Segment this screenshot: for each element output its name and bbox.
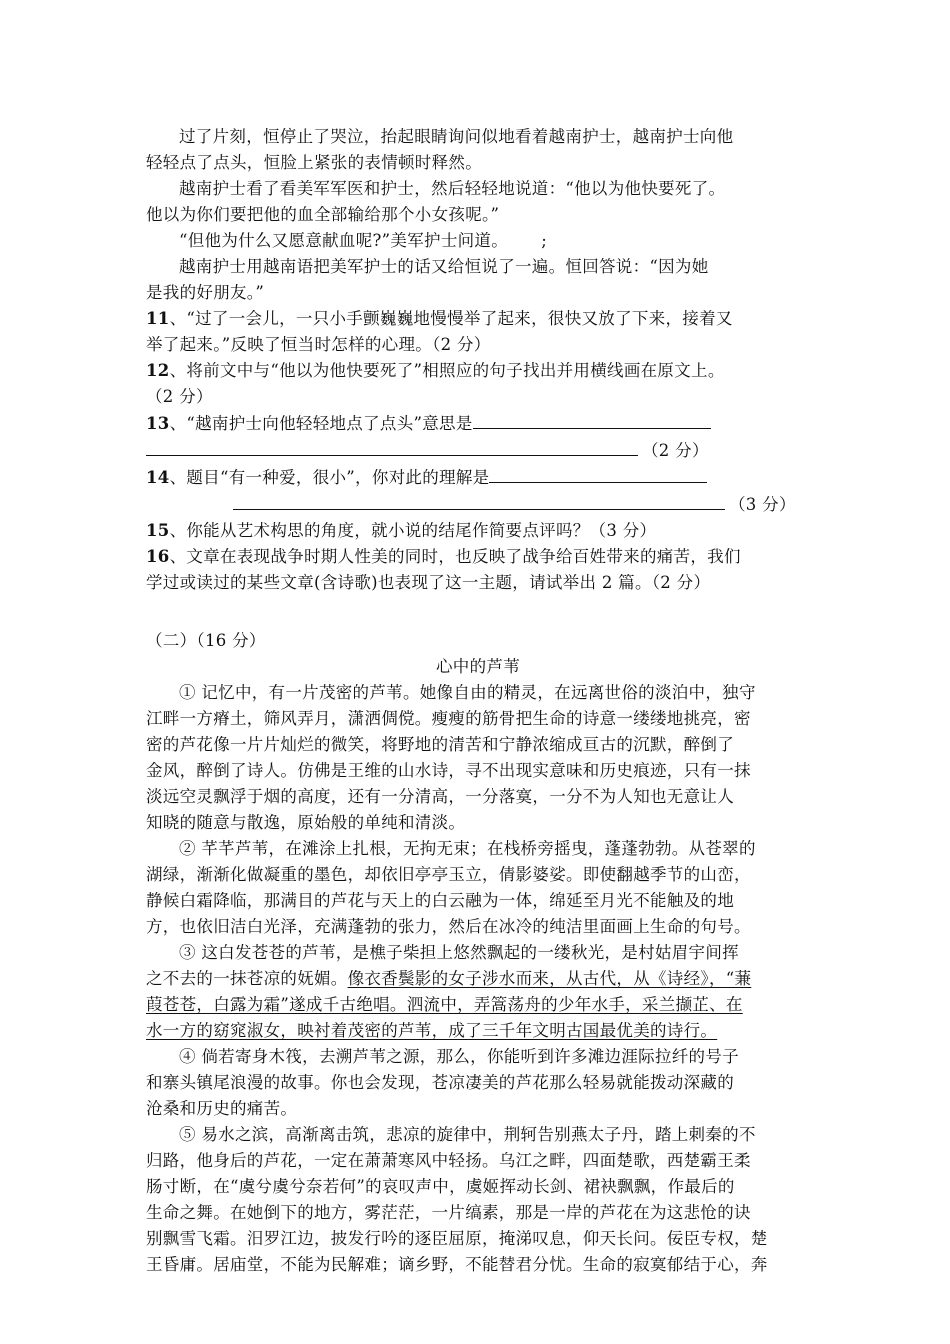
passage-paragraph-4	[146, 1044, 810, 1122]
underlined-sentence: 像衣香鬓影的女子涉水而来，从古代，从《诗经》，“蒹	[347, 969, 752, 988]
answer-blank[interactable]	[489, 464, 707, 483]
text-line: 他以为你们要把他的血全部输给那个小女孩呢。”	[146, 205, 500, 224]
question-text: 、“越南护士向他轻轻地点了点头”意思是	[169, 414, 473, 433]
text-line: 金风，醉倒了诗人。仿佛是王维的山水诗，寻不出现实意味和历史痕迹，只有一抹	[146, 761, 751, 780]
text-line: 过了片刻，恒停止了哭泣，抬起眼睛询问似地看着越南护士，越南护士向他	[179, 127, 734, 146]
question-text: 、你能从艺术构思的角度，就小说的结尾作简要点评吗？（3 分）	[169, 521, 657, 540]
story-paragraph	[146, 254, 810, 306]
question-text: 、将前文中与“他以为他快要死了”相照应的句子找出并用横线画在原文上。	[169, 361, 725, 380]
text-line: ④ 倘若寄身木筏，去溯芦苇之源，那么，你能听到许多滩边涯际拉纤的号子	[179, 1047, 739, 1066]
question-16	[146, 544, 810, 596]
text-line: 归路，他身后的芦花，一定在萧萧寒风中轻扬。乌江之畔，四面楚歌，西楚霸王柔	[146, 1151, 751, 1170]
question-number: 13	[146, 414, 170, 433]
text-line: 别飘雪飞霜。汨罗江边，披发行吟的逐臣屈原，掩涕叹息，仰天长问。佞臣专权，楚	[146, 1229, 768, 1248]
question-text: 举了起来。”反映了恒当时怎样的心理。（2 分）	[146, 335, 491, 354]
passage-paragraph-3	[146, 940, 810, 1044]
score-label: （3 分）	[729, 495, 796, 514]
story-paragraph	[146, 228, 810, 254]
text-line: 越南护士看了看美军军医和护士，然后轻轻地说道：“他以为他快要死了。	[179, 179, 726, 198]
exam-page	[146, 124, 810, 1278]
question-text: 、“过了一会儿，一只小手颤巍巍地慢慢举了起来，很快又放了下来，接着又	[169, 309, 733, 328]
question-14	[146, 464, 810, 518]
text-line: “但他为什么又愿意献血呢?”美军护士问道。 ;	[179, 231, 548, 250]
answer-blank[interactable]	[473, 410, 711, 429]
text-span: 之不去的一抹苍凉的妩媚。	[146, 969, 348, 988]
question-text: 学过或读过的某些文章(含诗歌)也表现了这一主题，请试举出 2 篇。（2 分）	[146, 573, 711, 592]
text-line: 湖绿，渐渐化做凝重的墨色，却依旧亭亭玉立，倩影婆娑。即使翻越季节的山峦，	[146, 865, 751, 884]
text-line: 越南护士用越南语把美军护士的话又给恒说了一遍。恒回答说：“因为她	[179, 257, 709, 276]
question-text: （2 分）	[146, 387, 213, 406]
underlined-sentence: 水一方的窈窕淑女，映衬着茂密的芦苇，成了三千年文明古国最优美的诗行。	[146, 1021, 718, 1040]
passage-paragraph-1	[146, 680, 810, 836]
question-number: 15	[146, 521, 170, 540]
answer-blank[interactable]	[233, 491, 725, 510]
score-label: （2 分）	[642, 441, 709, 460]
section-header: （二）（16 分）	[146, 631, 266, 650]
question-13	[146, 410, 810, 464]
question-15	[146, 518, 810, 544]
text-line: 王昏庸。居庙堂，不能为民解难；谪乡野，不能替君分忧。生命的寂寞郁结于心，奔	[146, 1255, 768, 1274]
underlined-sentence: 葭苍苍，白露为霜”遂成千古绝唱。泗流中，弄篙荡舟的少年水手，采兰撷芷、在	[146, 995, 743, 1014]
text-line: ② 芊芊芦苇，在滩涂上扎根，无拘无束；在栈桥旁摇曳，蓬蓬勃勃。从苍翠的	[179, 839, 756, 858]
question-11	[146, 306, 810, 358]
text-line: ③ 这白发苍苍的芦苇，是樵子柴担上悠然飘起的一缕秋光，是村姑眉宇间挥	[179, 943, 739, 962]
text-line: 淡远空灵飘浮于烟的高度，还有一分清高，一分落寞，一分不为人知也无意让人	[146, 787, 734, 806]
passage-paragraph-5	[146, 1122, 810, 1278]
question-number: 11	[146, 309, 170, 328]
passage-title: 心中的芦苇	[436, 657, 520, 676]
text-line: 知晓的随意与散逸，原始般的单纯和清淡。	[146, 813, 466, 832]
text-line: 江畔一方瘠土，筛风弄月，潇洒倜傥。瘦瘦的筋骨把生命的诗意一缕缕地挑亮，密	[146, 709, 751, 728]
answer-blank[interactable]	[146, 437, 638, 456]
question-number: 14	[146, 468, 170, 487]
question-12	[146, 358, 810, 410]
text-line: 生命之舞。在她倒下的地方，雾茫茫，一片缟素，那是一岸的芦花在为这悲怆的诀	[146, 1203, 751, 1222]
text-line: 和寨头镇尾浪漫的故事。你也会发现，苍凉凄美的芦花那么轻易就能拨动深藏的	[146, 1073, 734, 1092]
text-line: ⑤ 易水之滨，高渐离击筑，悲凉的旋律中，荆轲告别燕太子丹，踏上刺秦的不	[179, 1125, 756, 1144]
text-line: 轻轻点了点头，恒脸上紧张的表情顿时释然。	[146, 153, 482, 172]
text-line: 静候白霜降临，那满目的芦花与天上的白云融为一体，绵延至月光不能触及的地	[146, 891, 734, 910]
question-text: 、题目“有一种爱，很小”，你对此的理解是	[169, 468, 490, 487]
story-paragraph	[146, 124, 810, 176]
story-paragraph	[146, 176, 810, 228]
text-line: 方，也依旧洁白光泽，充满蓬勃的张力，然后在冰冷的纯洁里面画上生命的句号。	[146, 917, 751, 936]
passage-paragraph-2	[146, 836, 810, 940]
text-line: 密的芦花像一片片灿烂的微笑，将野地的清苦和宁静浓缩成亘古的沉默，醉倒了	[146, 735, 734, 754]
question-text: 、文章在表现战争时期人性美的同时，也反映了战争给百姓带来的痛苦，我们	[169, 547, 741, 566]
question-number: 16	[146, 547, 170, 566]
question-number: 12	[146, 361, 170, 380]
text-line: 沧桑和历史的痛苦。	[146, 1099, 298, 1118]
text-line: 肠寸断，在“虞兮虞兮奈若何”的哀叹声中，虞姬挥动长剑、裙袂飘飘，作最后的	[146, 1177, 735, 1196]
text-line: ① 记忆中，有一片茂密的芦苇。她像自由的精灵，在远离世俗的淡泊中，独守	[179, 683, 756, 702]
text-line: 是我的好朋友。”	[146, 283, 265, 302]
